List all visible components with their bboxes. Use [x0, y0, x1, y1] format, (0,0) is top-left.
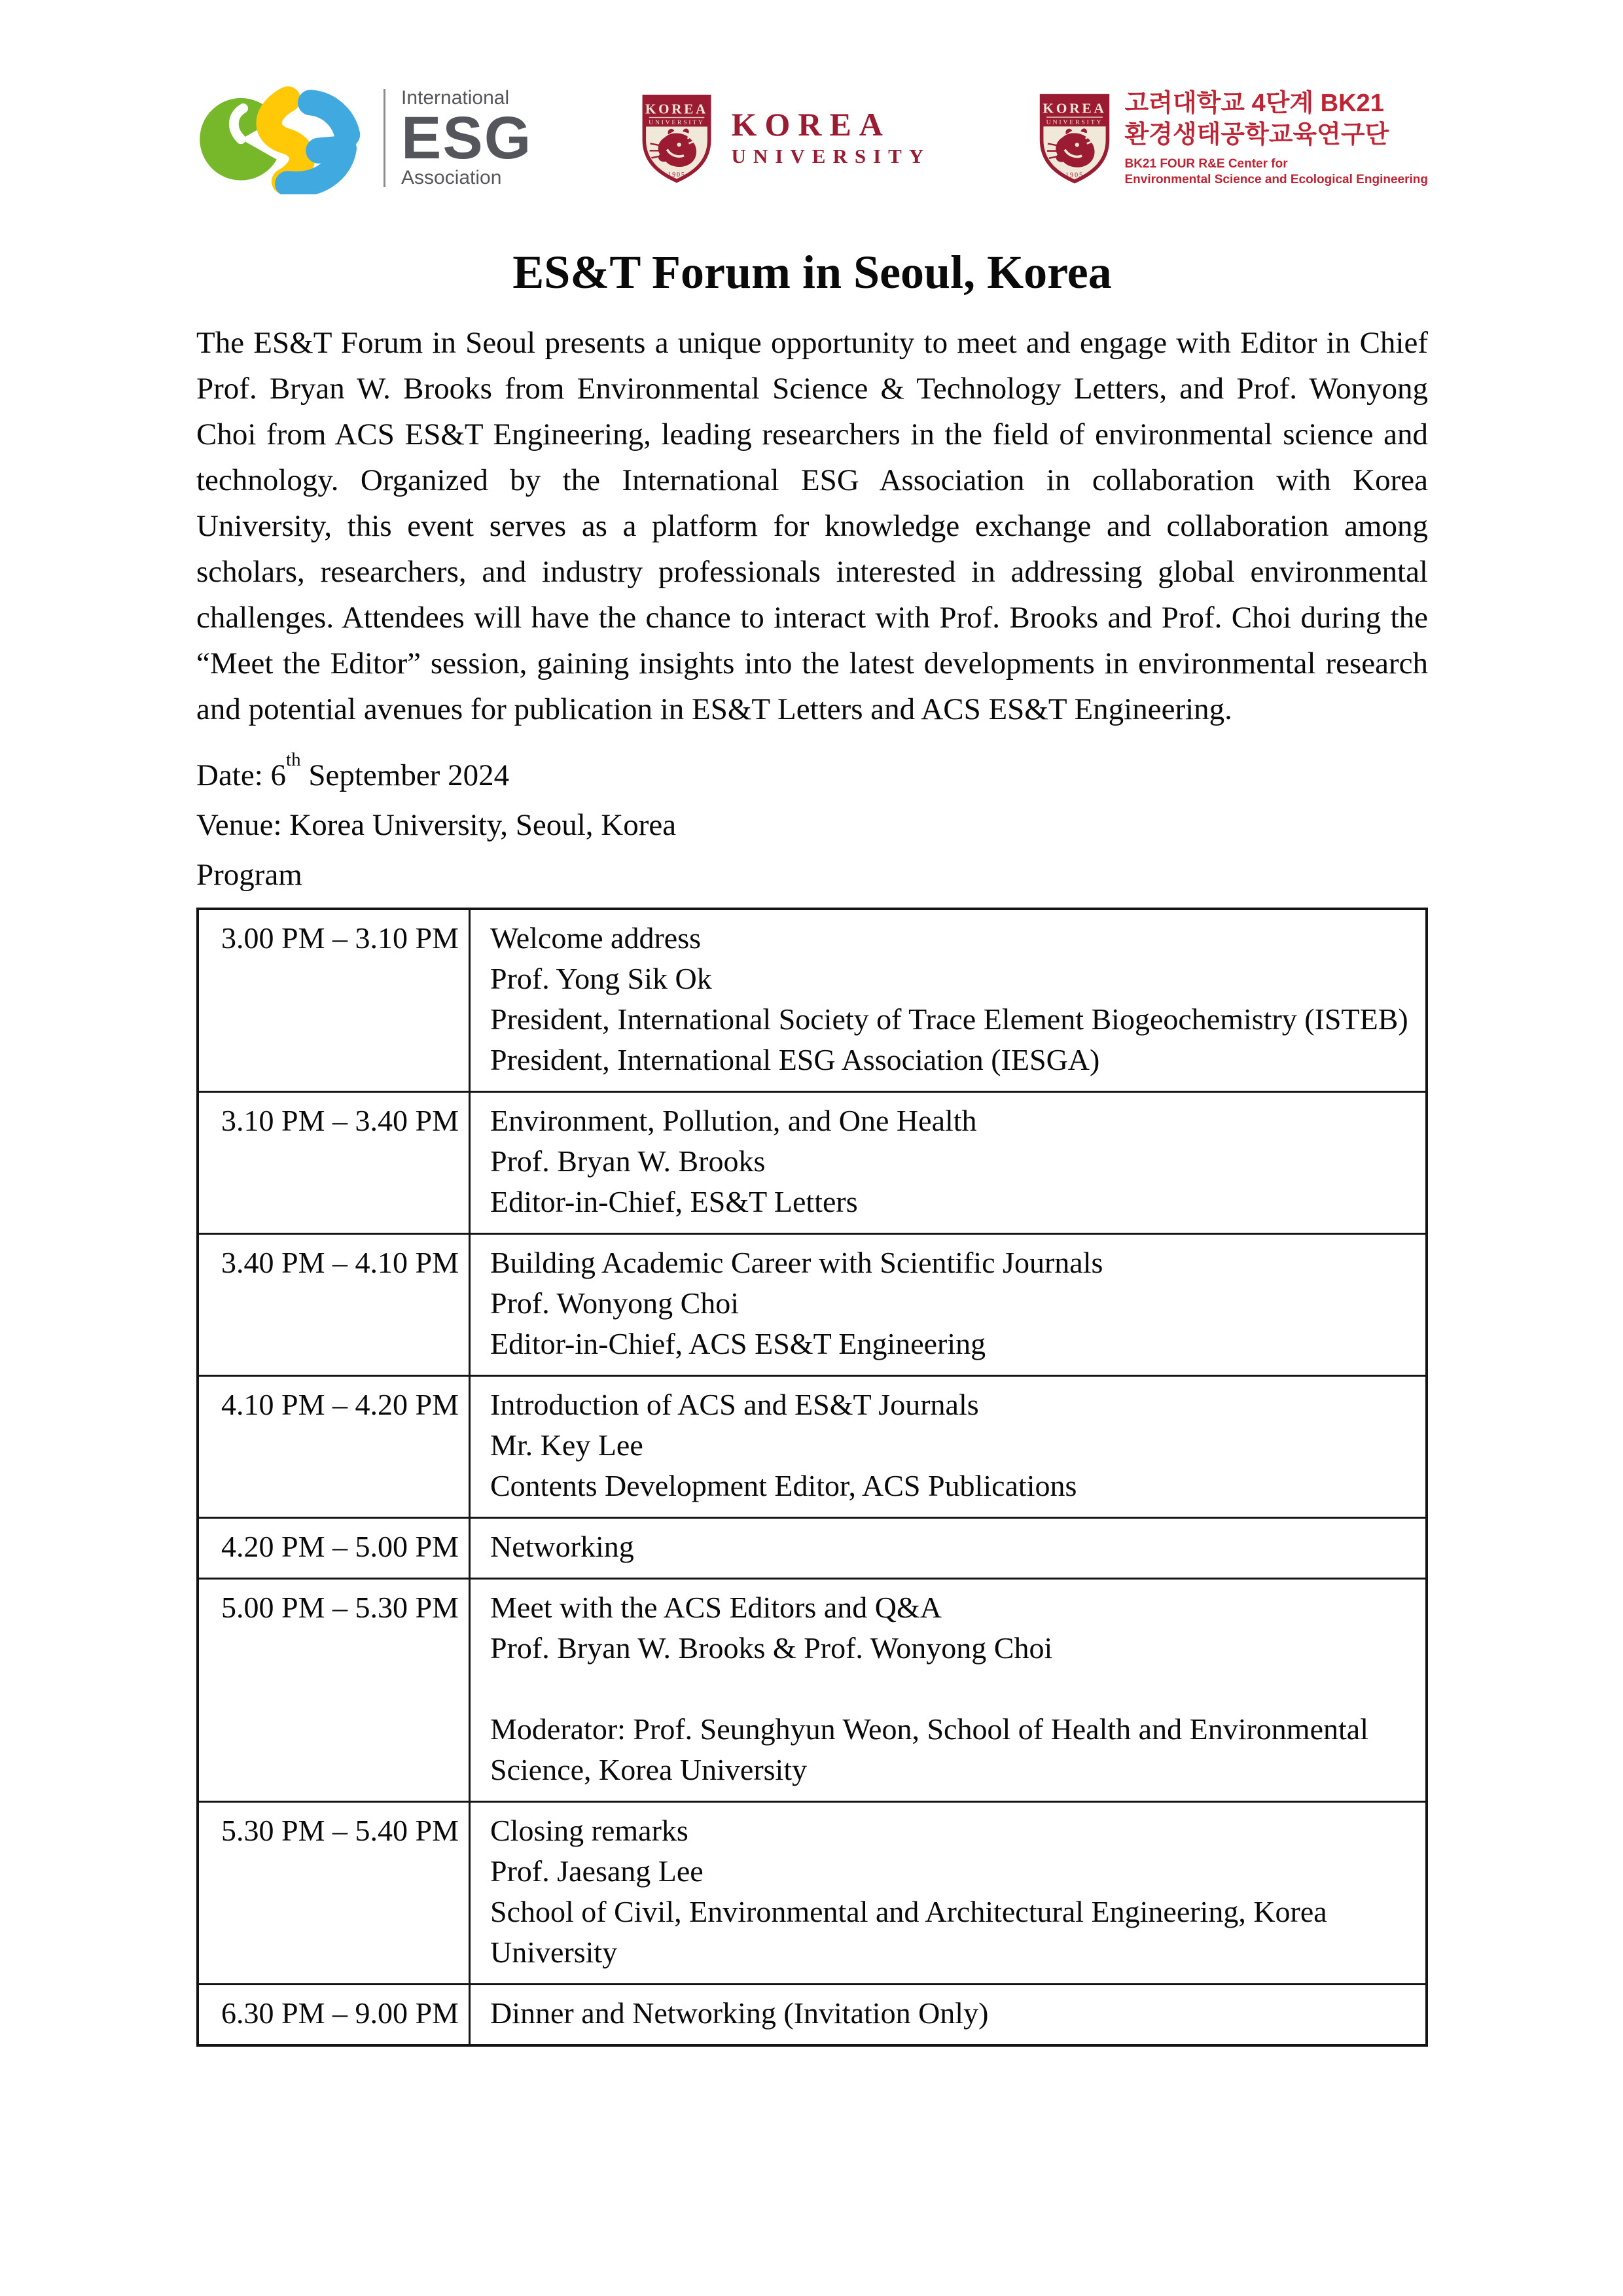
korea-university-shield-icon [640, 93, 713, 183]
bk21-korean-line1: 고려대학교 4단계 BK21 [1124, 90, 1384, 117]
time-cell: 3.10 PM – 3.40 PM [198, 1092, 470, 1234]
description-line: Prof. Bryan W. Brooks [490, 1144, 766, 1178]
description-line: Moderator: Prof. Seunghyun Weon, School of Health and Environmental Science, Korea University [490, 1712, 1368, 1786]
shield-year-text: 1905 [667, 171, 686, 179]
korea-university-wordmark [732, 106, 931, 170]
description-cell [470, 1376, 1427, 1518]
description-cell [470, 1579, 1427, 1802]
description-cell [470, 1092, 1427, 1234]
description-line: Prof. Jaesang Lee [490, 1854, 704, 1888]
program-label: Program [196, 858, 302, 892]
table-row [198, 909, 1427, 1092]
table-row [198, 1579, 1427, 1802]
esg-logo-text [401, 86, 532, 190]
table-row [198, 1376, 1427, 1518]
table-row [198, 1985, 1427, 2046]
table-row [198, 1234, 1427, 1376]
description-line: Editor-in-Chief, ES&T Letters [490, 1185, 858, 1218]
event-date [196, 751, 1428, 800]
description-line: Prof. Bryan W. Brooks & Prof. Wonyong Choi [490, 1631, 1053, 1665]
table-row [198, 1092, 1427, 1234]
bk21-english-line1: BK21 FOUR R&E Center for [1124, 157, 1288, 171]
description-line: Contents Development Editor, ACS Publications [490, 1469, 1077, 1502]
esg-logo-line-association: Association [401, 166, 502, 188]
time-cell: 6.30 PM – 9.00 PM [198, 1985, 470, 2046]
description-line: Environment, Pollution, and One Health [490, 1104, 977, 1137]
esg-logo-line-international: International [401, 86, 510, 109]
event-meta [196, 751, 1428, 900]
description-cell [470, 909, 1427, 1092]
description-line: Editor-in-Chief, ACS ES&T Engineering [490, 1327, 986, 1360]
description-line: Building Academic Career with Scientific Journals [490, 1246, 1103, 1279]
time-cell: 3.00 PM – 3.10 PM [198, 909, 470, 1092]
description-line: Networking [490, 1530, 634, 1563]
description-line: School of Civil, Environmental and Architectural Engineering, Korea University [490, 1895, 1327, 1969]
esg-association-logo [196, 82, 532, 194]
esg-logo-line-esg: ESG [401, 104, 533, 171]
program-table-body [198, 909, 1427, 2045]
event-date-ordinal: th [286, 749, 301, 771]
shield-university-text: UNIVERSITY [648, 118, 705, 126]
description-line: President, International Society of Trace Element Biogeochemistry (ISTEB) [490, 1002, 1408, 1036]
bk21-english-block [1124, 156, 1428, 188]
shield-korea-text: KOREA [1043, 100, 1107, 116]
esg-logo-divider [383, 89, 385, 187]
bk21-shield-icon [1038, 92, 1111, 184]
table-row [198, 1802, 1427, 1985]
table-row [198, 1518, 1427, 1579]
bk21-english-line2: Environmental Science and Ecological Engineering [1124, 173, 1428, 186]
description-cell [470, 1802, 1427, 1985]
bk21-center-logo [1038, 88, 1428, 188]
event-venue: Venue: Korea University, Seoul, Korea [196, 808, 677, 842]
description-line: Meet with the ACS Editors and Q&A [490, 1591, 942, 1624]
time-cell: 5.00 PM – 5.30 PM [198, 1579, 470, 1802]
time-cell: 3.40 PM – 4.10 PM [198, 1234, 470, 1376]
event-date-suffix: September 2024 [300, 758, 510, 792]
shield-university-text: UNIVERSITY [1046, 118, 1103, 126]
time-cell: 4.20 PM – 5.00 PM [198, 1518, 470, 1579]
bk21-logo-text [1124, 88, 1428, 188]
ku-wordmark-university: UNIVERSITY [731, 144, 931, 168]
korea-university-logo [640, 93, 931, 183]
description-cell [470, 1985, 1427, 2046]
description-line: Mr. Key Lee [490, 1428, 643, 1462]
ku-wordmark-korea: KOREA [731, 105, 891, 143]
shield-year-text: 1905 [1065, 171, 1084, 179]
description-line [490, 1669, 1408, 1709]
esg-monogram-icon [196, 82, 368, 194]
intro-paragraph: The ES&T Forum in Seoul presents a unique opportunity to meet and engage with Editor in Chief Prof. Bryan W. Brooks from Environmental Science & Technology Letters, and Prof. Wonyong Choi from ACS ES&T Engineering, leading researchers in the field of environmental science and technology. Organized by the International ESG Association in collaboration with Korea University, this event serves as a platform for knowledge exchange and collaboration among scholars, researchers, and industry professionals interested in addressing global environmental challenges. Attendees will have the chance to interact with Prof. Brooks and Prof. Choi during the “Meet the Editor” session, gaining insights into the latest developments in environmental research and potential avenues for publication in ES&T Letters and ACS ES&T Engineering. [196, 326, 1428, 726]
description-cell [470, 1234, 1427, 1376]
description-line: Prof. Yong Sik Ok [490, 962, 712, 995]
description-line: President, International ESG Association (IESGA) [490, 1043, 1100, 1076]
bk21-korean-line2: 환경생태공학교육연구단 [1124, 121, 1389, 149]
shield-korea-text: KOREA [645, 100, 708, 116]
description-cell [470, 1518, 1427, 1579]
time-cell: 4.10 PM – 4.20 PM [198, 1376, 470, 1518]
event-date-prefix: Date: 6 [196, 758, 287, 792]
description-line: Welcome address [490, 921, 701, 955]
page-title: ES&T Forum in Seoul, Korea [512, 246, 1112, 298]
description-line: Prof. Wonyong Choi [490, 1286, 740, 1320]
description-line: Dinner and Networking (Invitation Only) [490, 1996, 989, 2030]
program-table [196, 908, 1428, 2047]
description-line: Introduction of ACS and ES&T Journals [490, 1388, 979, 1421]
time-cell: 5.30 PM – 5.40 PM [198, 1802, 470, 1985]
description-line: Closing remarks [490, 1814, 688, 1847]
logo-header [196, 77, 1428, 198]
